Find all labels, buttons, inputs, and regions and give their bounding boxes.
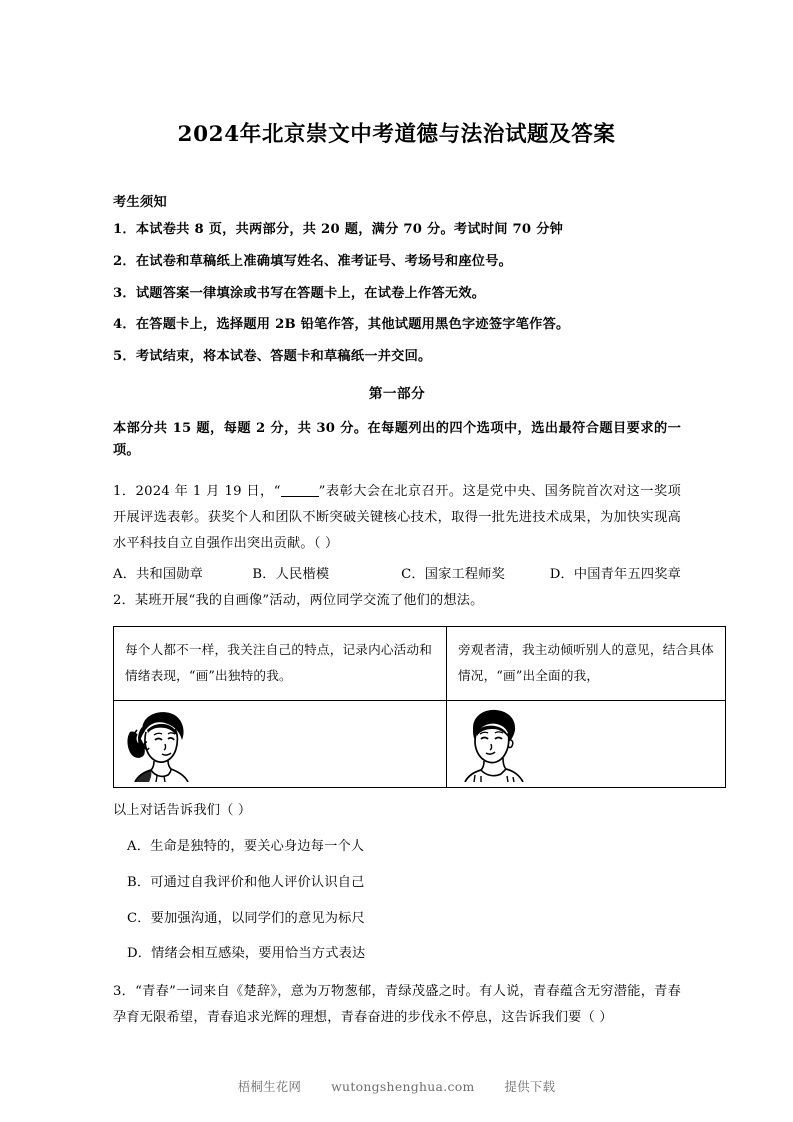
- dialogue-cell-right-image: [447, 701, 726, 788]
- question-1-option-d[interactable]: D．中国青年五四奖章: [549, 567, 681, 583]
- part-one-description: 本部分共 15 题，每题 2 分，共 30 分。在每题列出的四个选项中，选出最符合题目要求的一项。: [113, 420, 681, 459]
- document-body: [113, 195, 714, 1033]
- question-1-option-a[interactable]: A．共和国勋章: [113, 567, 204, 583]
- question-2-number: 2．: [113, 593, 135, 609]
- page-footer: [0, 1077, 793, 1095]
- boy-portrait-icon: [457, 706, 529, 782]
- question-1-options: [113, 562, 681, 588]
- question-1-fill-blank: [281, 496, 319, 497]
- dialogue-cell-left-image: [114, 701, 447, 788]
- table-row-statements: [114, 626, 726, 701]
- examinee-notice-heading: 考生须知: [113, 195, 167, 210]
- dialogue-cell-left-text: 每个人都不一样，我关注自己的特点，记录内心活动和情绪表现，“画”出独特的我。: [114, 626, 447, 701]
- question-2-stem: [113, 588, 681, 614]
- page-title: 2024年北京崇文中考道德与法治试题及答案: [177, 122, 616, 147]
- question-1-stem-before-blank: 2024 年 1 月 19 日，“: [135, 484, 281, 500]
- part-one-heading: 第一部分: [368, 385, 426, 402]
- question-3-stem-text: “青春”一词来自《楚辞》，意为万物葱郁，青绿茂盛之时。有人说，青春蕴含无穷潜能，青春孕育无限希望，青春追求光辉的理想，青春奋进的步伐永不停息，这告诉我们要（ ）: [113, 984, 682, 1025]
- question-2-option-a[interactable]: A．生命是独特的，要关心身边每一个人: [127, 839, 365, 855]
- question-2-lead-in: 以上对话告诉我们（ ）: [113, 803, 252, 819]
- footer-site-url: wutongshenghua.com: [331, 1079, 475, 1094]
- girl-portrait-icon: [124, 706, 196, 782]
- footer-site-name: 梧桐生花网: [237, 1079, 302, 1094]
- question-1-stem-after-blank: ”表彰大会在北京召开。这是党中央、国务院首次对这一奖项开展评选表彰。获奖个人和团队不断突破关键核心技术，取得一批先进技术成果，为加快实现高水平科技自立自强作出突出贡献。（ ）: [113, 484, 681, 551]
- notice-item-1: 1．本试卷共 8 页，共两部分，共 20 题，满分 70 分。考试时间 70 分钟: [113, 222, 564, 238]
- question-3-number: 3．: [113, 984, 136, 1000]
- notice-item-2: 2．在试卷和草稿纸上准确填写姓名、准考证号、考场号和座位号。: [113, 253, 513, 269]
- question-1-option-c[interactable]: C．国家工程师奖: [401, 567, 506, 583]
- notice-item-3: 3．试题答案一律填涂或书写在答题卡上，在试卷上作答无效。: [113, 285, 486, 301]
- question-3-stem: [113, 979, 681, 1030]
- question-2-option-d[interactable]: D．情绪会相互感染，要用恰当方式表达: [127, 946, 366, 962]
- dialogue-cell-right-text: 旁观者清，我主动倾听别人的意见，结合具体情况，“画”出全面的我，: [447, 626, 726, 701]
- question-1-option-b[interactable]: B．人民楷模: [252, 567, 330, 583]
- question-2-stem-text: 某班开展“我的自画像”活动，两位同学交流了他们的想法。: [134, 593, 484, 609]
- question-2-dialogue-table: [113, 626, 726, 789]
- question-1-stem: [113, 479, 681, 556]
- question-2-option-b[interactable]: B．可通过自我评价和他人评价认识自己: [127, 874, 365, 890]
- table-row-portraits: [114, 701, 726, 788]
- footer-action-label: 提供下载: [504, 1079, 556, 1094]
- notice-item-4: 4．在答题卡上，选择题用 2B 铅笔作答，其他试题用黑色字迹签字笔作答。: [113, 317, 570, 333]
- question-1-number: 1．: [113, 484, 136, 500]
- question-2-option-c[interactable]: C．要加强沟通，以同学们的意见为标尺: [127, 910, 365, 926]
- notice-item-5: 5．考试结束，将本试卷、答题卡和草稿纸一并交回。: [113, 349, 432, 365]
